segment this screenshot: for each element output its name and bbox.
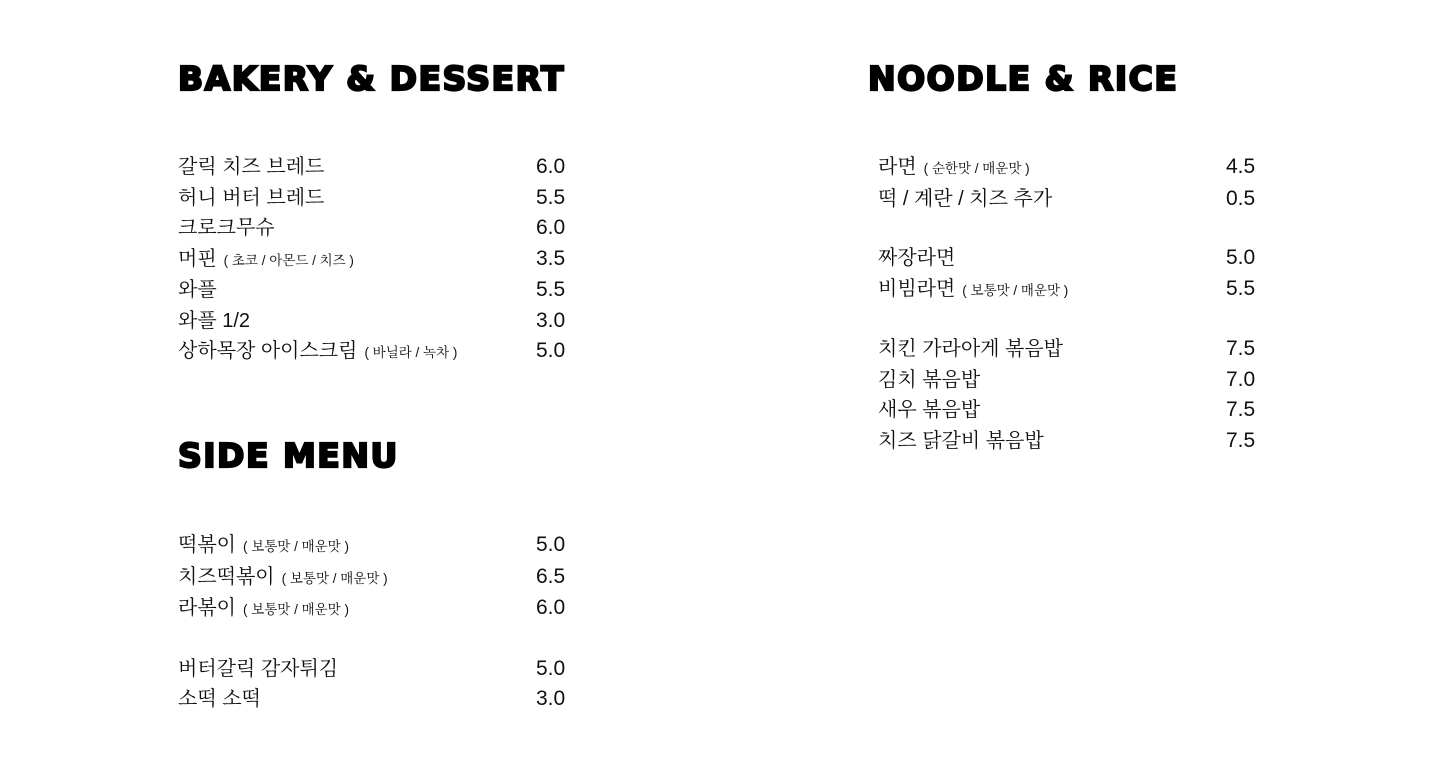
menu-item-price: 3.5 — [536, 246, 566, 270]
menu-item-name: 새우 볶음밥 — [878, 399, 981, 421]
menu-item-price: 3.0 — [536, 308, 566, 332]
menu-item-name: 와플 — [178, 279, 217, 301]
menu-item-price: 5.0 — [1226, 246, 1256, 269]
menu-item-row — [178, 562, 598, 594]
menu-item-name: 비빔라면 — [878, 277, 956, 300]
menu-group — [178, 152, 598, 368]
group-spacer — [178, 625, 598, 654]
menu-item-row — [178, 213, 598, 244]
group-spacer — [878, 214, 1288, 243]
menu-item-row — [178, 306, 598, 337]
menu-item-price: 6.0 — [536, 216, 566, 239]
menu-item-name: 짜장라면 — [878, 247, 956, 269]
menu-item-price: 7.0 — [1226, 367, 1256, 391]
menu-item-row — [178, 593, 598, 625]
menu-group — [178, 654, 598, 715]
menu-item-price: 7.5 — [1226, 428, 1256, 452]
menu-item-name: 갈릭 치즈 브레드 — [178, 156, 325, 178]
menu-item-row — [178, 275, 598, 306]
menu-group — [878, 152, 1288, 214]
menu-item-name: 상하목장 아이스크림 — [178, 340, 358, 362]
menu-group — [878, 243, 1288, 305]
menu-item-options: ( 순한맛 / 매운맛 ) — [923, 161, 1030, 176]
menu-list-side — [178, 530, 598, 715]
menu-item-name: 치즈떡볶이 — [178, 565, 275, 588]
menu-item-name: 허니 버터 브레드 — [178, 186, 325, 209]
section-title-side: SIDE MENU — [178, 436, 399, 475]
menu-item-price: 6.0 — [536, 155, 566, 178]
menu-item-name: 라면 — [878, 156, 917, 178]
menu-item-price: 4.5 — [1226, 155, 1256, 178]
menu-item-name: 치즈 닭갈비 볶음밥 — [878, 429, 1044, 452]
menu-item-price: 5.5 — [536, 185, 566, 209]
menu-item-name: 라볶이 — [178, 597, 236, 619]
menu-item-price: 0.5 — [1226, 186, 1256, 210]
menu-item-price: 5.0 — [536, 339, 566, 362]
menu-item-options: ( 보통맛 / 매운맛 ) — [242, 539, 349, 554]
menu-item-row — [178, 684, 598, 715]
menu-item-name: 버터갈릭 감자튀김 — [178, 657, 339, 680]
group-spacer — [878, 305, 1288, 334]
menu-item-price: 7.5 — [1226, 337, 1256, 360]
menu-item-row — [178, 336, 598, 368]
menu-item-price: 6.5 — [536, 564, 566, 588]
menu-item-name: 머핀 — [178, 247, 217, 270]
menu-item-name: 와플 1/2 — [178, 309, 250, 332]
menu-item-row — [878, 426, 1288, 457]
menu-item-options: ( 보통맛 / 매운맛 ) — [242, 602, 349, 617]
menu-list-bakery — [178, 152, 598, 368]
menu-item-row — [878, 334, 1288, 365]
menu-item-price: 3.0 — [536, 687, 566, 710]
menu-item-options: ( 보통맛 / 매운맛 ) — [962, 282, 1069, 298]
menu-item-row — [178, 530, 598, 562]
menu-item-row — [178, 183, 598, 214]
section-title-noodle: NOODLE & RICE — [868, 59, 1179, 98]
menu-item-options: ( 바닐라 / 녹차 ) — [364, 345, 458, 360]
menu-item-options: ( 초코 / 아몬드 / 치즈 ) — [223, 252, 354, 268]
section-title-bakery: BAKERY & DESSERT — [178, 59, 566, 98]
menu-group — [178, 530, 598, 625]
menu-item-name: 치킨 가라아게 볶음밥 — [878, 338, 1063, 360]
menu-item-price: 5.0 — [536, 656, 566, 680]
menu-item-row — [878, 152, 1288, 184]
menu-item-row — [878, 365, 1288, 396]
menu-item-name: 김치 볶음밥 — [878, 368, 981, 391]
menu-item-price: 5.0 — [536, 533, 566, 556]
menu-item-row — [178, 244, 598, 276]
menu-item-name: 크로크무슈 — [178, 217, 275, 239]
menu-item-row — [878, 184, 1288, 215]
menu-group — [878, 334, 1288, 456]
menu-item-options: ( 보통맛 / 매운맛 ) — [281, 570, 388, 586]
menu-item-row — [878, 274, 1288, 306]
menu-item-price: 7.5 — [1226, 398, 1256, 421]
menu-item-price: 5.5 — [1226, 276, 1256, 300]
menu-list-noodle — [878, 152, 1288, 456]
menu-item-name: 떡볶이 — [178, 534, 236, 556]
menu-item-name: 떡 / 계란 / 치즈 추가 — [878, 187, 1053, 210]
menu-item-row — [178, 654, 598, 685]
menu-item-price: 6.0 — [536, 596, 566, 619]
menu-item-row — [878, 395, 1288, 426]
menu-item-row — [878, 243, 1288, 274]
menu-item-name: 소떡 소떡 — [178, 688, 261, 710]
menu-item-row — [178, 152, 598, 183]
menu-item-price: 5.5 — [536, 278, 566, 301]
